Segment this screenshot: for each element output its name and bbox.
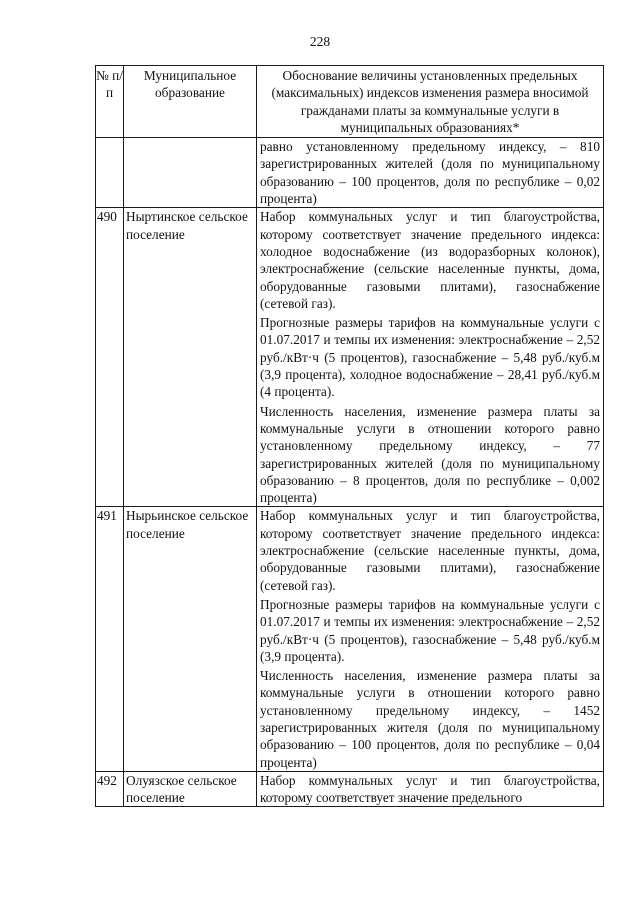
table-row-continuation xyxy=(96,138,604,208)
page-number: 228 xyxy=(309,34,331,49)
row-number: 490 xyxy=(96,208,124,507)
justification-paragraph: Численность населения, изменение размера платы за коммунальные услуги в отношении которого равно установленному предельному индексу, – 77 зарегистрированных жителей (доля по муниципальному образованию – 8 процентов, доля по республике – 0,002 процента) xyxy=(260,403,600,506)
justification-paragraph: Набор коммунальных услуг и тип благоустройства, которому соответствует значение предельного индекса: электроснабжение (сельские населенные пункты, дома, оборудованные газовыми плитами), газоснабжение (сетевой газ). xyxy=(260,508,600,593)
row-justification xyxy=(257,138,604,208)
justification-paragraph: Численность населения, изменение размера платы за коммунальные услуги в отношении которого равно установленному предельному индексу, – 1452 зарегистрированных жителя (доля по муниципальному образованию – 100 процентов, доля по республике – 0,04 процента) xyxy=(260,668,600,770)
justification-paragraph: Прогнозные размеры тарифов на коммунальные услуги с 01.07.2017 и темпы их изменения: электроснабжение – 2,52 руб./кВт·ч (5 процентов), газоснабжение – 5,48 руб./куб.м (3,9 процента), холодное водоснабжение – 28,41 руб./куб.м (4 процента). xyxy=(260,315,600,400)
table-row xyxy=(96,507,604,771)
table-header-row xyxy=(96,66,604,138)
header-number: № п/п xyxy=(96,66,124,138)
row-number: 491 xyxy=(96,507,124,771)
row-number: 492 xyxy=(96,771,124,807)
table-row xyxy=(96,771,604,807)
justification-paragraph: Набор коммунальных услуг и тип благоустройства, которому соответствует значение предельного индекса: холодное водоснабжение (из водоразборных колонок), электроснабжение (сельские населенные пункты, дома, оборудованные газовыми плитами), газоснабжение (сетевой газ). xyxy=(260,209,600,311)
justification-paragraph: равно установленному предельному индексу, – 810 зарегистрированных жителей (доля по муниципальному образованию – 100 процентов, доля по республике – 0,02 процента) xyxy=(260,139,600,207)
row-justification xyxy=(257,507,604,771)
row-justification xyxy=(257,208,604,507)
row-municipality: Олуязское сельское поселение xyxy=(124,771,257,807)
justification-paragraph: Прогнозные размеры тарифов на коммунальные услуги с 01.07.2017 и темпы их изменения: электроснабжение – 2,52 руб./кВт·ч (5 процентов), газоснабжение – 5,48 руб./куб.м (3,9 процента). xyxy=(260,596,600,664)
tariff-table xyxy=(95,65,604,807)
justification-paragraph: Набор коммунальных услуг и тип благоустройства, которому соответствует значение предельного xyxy=(260,772,600,806)
row-municipality: Нырьинское сельское поселение xyxy=(124,507,257,771)
row-justification xyxy=(257,771,604,807)
row-number xyxy=(96,138,124,208)
header-justification: Обоснование величины установленных предельных (максимальных) индексов изменения размера вносимой гражданами платы за коммунальные услуги в муниципальных образованиях* xyxy=(257,66,604,138)
row-municipality: Ныртинское сельское поселение xyxy=(124,208,257,507)
header-municipality: Муниципальное образование xyxy=(124,66,257,138)
table-row xyxy=(96,208,604,507)
row-municipality xyxy=(124,138,257,208)
